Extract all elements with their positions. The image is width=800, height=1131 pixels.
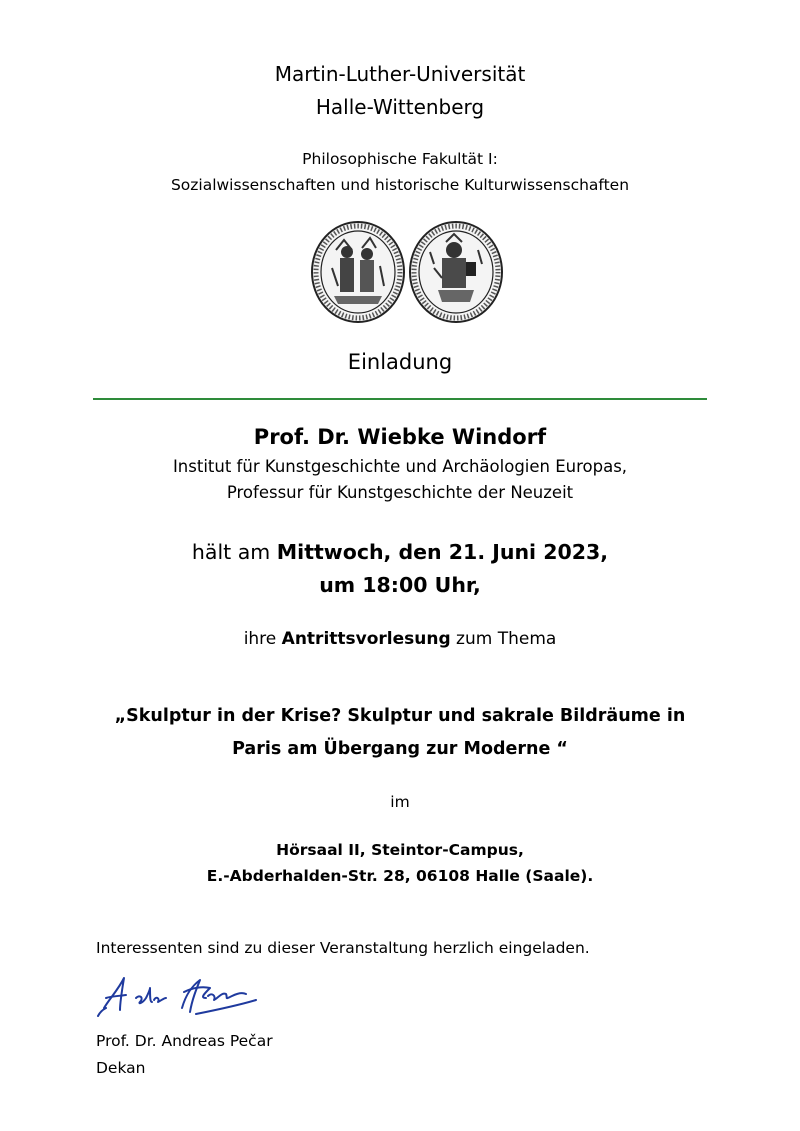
university-seal-left-icon (310, 220, 406, 324)
university-name-line2: Halle-Wittenberg (315, 95, 485, 119)
green-divider (93, 398, 707, 400)
speaker-affiliation-line1: Institut für Kunstgeschichte und Archäologien Europas, (172, 457, 628, 476)
faculty-line2: Sozialwissenschaften und historische Kulturwissenschaften (170, 176, 630, 194)
handwritten-signature-icon (96, 968, 266, 1030)
lecture-title-line1: „Skulptur in der Krise? Skulptur und sakrale Bildräume in (114, 706, 686, 726)
event-time-line (0, 573, 800, 597)
event-date-prefix: hält am (191, 540, 277, 564)
signatory-role: Dekan (96, 1059, 146, 1077)
closing-text: Interessenten sind zu dieser Veranstaltung herzlich eingeladen. (96, 939, 590, 957)
event-date-line (0, 540, 800, 564)
faculty-line1: Philosophische Fakultät I: (302, 150, 498, 168)
topic-kind: Antrittsvorlesung (281, 629, 451, 649)
topic-suffix: zum Thema (450, 629, 557, 649)
speaker-name: Prof. Dr. Wiebke Windorf (253, 425, 547, 449)
venue-line2: E.-Abderhalden-Str. 28, 06108 Halle (Saale). (206, 867, 594, 885)
university-seal-right-icon (408, 220, 504, 324)
event-date: Mittwoch, den 21. Juni 2023, (276, 540, 609, 564)
speaker-affiliation-line2: Professur für Kunstgeschichte der Neuzeit (226, 483, 574, 502)
venue-preposition: im (390, 793, 410, 811)
signatory-name: Prof. Dr. Andreas Pečar (96, 1032, 273, 1050)
topic-prefix: ihre (243, 629, 282, 649)
invitation-heading: Einladung (347, 350, 453, 374)
lecture-title-line2: Paris am Übergang zur Moderne “ (232, 739, 568, 759)
event-time: um 18:00 Uhr, (319, 573, 481, 597)
university-name-line1: Martin-Luther-Universität (274, 62, 526, 86)
venue-line1: Hörsaal II, Steintor-Campus, (276, 841, 524, 859)
topic-line (0, 629, 800, 649)
